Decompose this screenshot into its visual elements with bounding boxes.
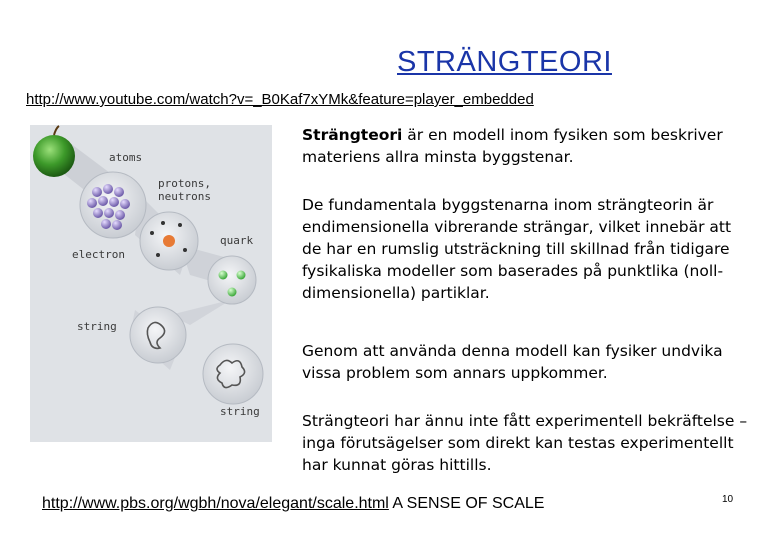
pbs-link[interactable]: http://www.pbs.org/wgbh/nova/elegant/scale.html — [42, 495, 389, 512]
slide-title: STRÄNGTEORI — [397, 46, 612, 78]
quark-icon — [237, 271, 246, 280]
quark-icon — [228, 288, 237, 297]
string-bubble — [130, 307, 186, 363]
label-string-1: string — [77, 320, 117, 333]
label-string-2: string — [220, 405, 260, 418]
footer-caption: A SENSE OF SCALE — [388, 495, 545, 512]
page-number: 10 — [722, 494, 734, 505]
paragraph-strings: De fundamentala byggstenarna inom strängteorin är endimensionella vibrerande strängar, vilket innebär att de har en rumslig utsträckning till skillnad från tidigare fysikaliska modeller som baserades på punktlika (noll-dimensionella) partiklar. — [302, 196, 732, 302]
string-bubble — [203, 344, 263, 404]
label-neutrons: neutrons — [158, 190, 211, 203]
label-protons: protons, — [158, 177, 211, 190]
paragraph-problems: Genom att använda denna modell kan fysiker undvika vissa problem som annars uppkommer. — [302, 342, 723, 382]
label-quark: quark — [220, 234, 254, 247]
paragraph-intro: Strängteori är en modell inom fysiken som beskriver materiens allra minsta byggstenar. — [302, 126, 723, 166]
quark-icon — [219, 271, 228, 280]
paragraph-experiment: Strängteori har ännu inte fått experimentell bekräftelse – inga förutsägelser som direkt kan testas experimentellt har kunnat göras hittills. — [302, 412, 748, 474]
apple-icon — [33, 135, 75, 177]
footer-reference — [42, 493, 582, 514]
bold-term: Strängteori — [302, 126, 403, 144]
scale-illustration — [30, 125, 272, 442]
label-atoms: atoms — [109, 151, 143, 164]
youtube-link[interactable]: http://www.youtube.com/watch?v=_B0Kaf7xYMk&feature=player_embedded — [26, 91, 534, 108]
quark-bubble — [208, 256, 256, 304]
label-electron: electron — [72, 248, 125, 261]
